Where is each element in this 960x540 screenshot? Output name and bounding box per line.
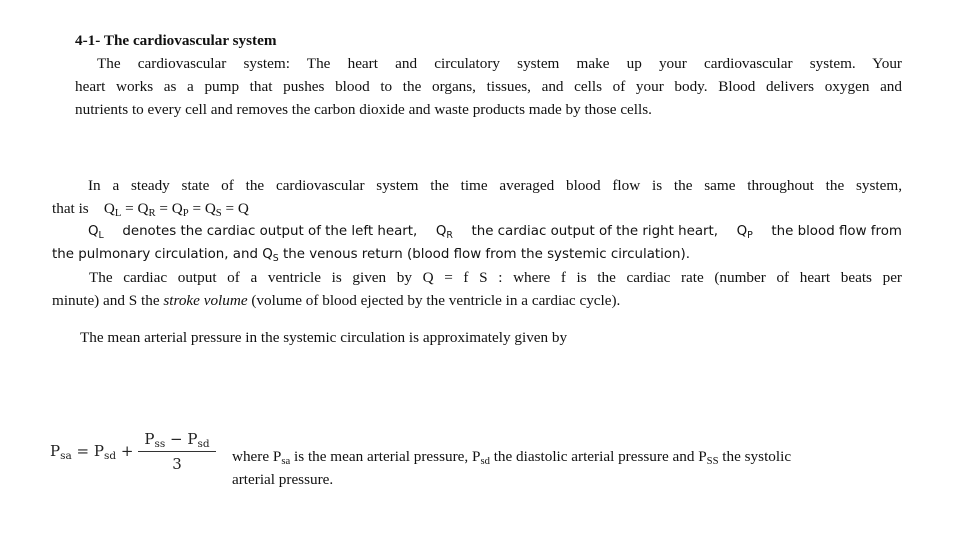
that-is-label: that is — [52, 200, 89, 217]
intro-line-1: The cardiovascular system: The heart and circulatory system make up your cardiovascular system. Your — [97, 55, 902, 72]
formula-fraction — [138, 428, 216, 475]
formula-lhs: $P_{sa} = P_{sd}$ + — [50, 442, 134, 462]
fraction-numerator: $P_{ss} - P_{sd}$ — [144, 430, 210, 450]
cardiac-output-line-1: The cardiac output of a ventricle is given by Q = f S : where f is the cardiac rate (number of heart beats per — [89, 269, 902, 286]
steady-state-line-2 — [52, 199, 249, 219]
cardiac-output-line-2: minute) and S the stroke volume (volume of blood ejected by the ventricle in a cardiac cycle). — [52, 292, 621, 309]
mean-pressure-intro: The mean arterial pressure in the systemic circulation is approximately given by — [80, 329, 568, 346]
fraction-bar — [138, 451, 216, 452]
section-title: 4-1- The cardiovascular system — [75, 32, 277, 49]
stroke-volume-term: stroke volume — [163, 292, 248, 309]
fraction-denominator: 3 — [172, 455, 182, 473]
intro-line-2: heart works as a pump that pushes blood to the organs, tissues, and cells of your body. Blood delivers oxygen and — [75, 78, 902, 95]
mean-arterial-pressure-formula — [50, 428, 220, 484]
definitions-line-1: $Q_L$ denotes the cardiac output of the left heart, $Q_R$ the cardiac output of the right heart, $Q_P$ the blood flow from — [88, 224, 902, 241]
steady-state-line-1: In a steady state of the cardiovascular system the time averaged blood flow is the same throughout the system, — [88, 177, 902, 194]
definitions-line-2: the pulmonary circulation, and $Q_S$ the venous return (blood flow from the systemic circulation). — [52, 247, 691, 264]
intro-line-3: nutrients to every cell and removes the carbon dioxide and waste products made by those cells. — [75, 101, 652, 118]
formula-explanation-line-1: where $P_{sa}$ is the mean arterial pressure, $P_{sd}$ the diastolic arterial pressure and $P_{SS}$ the systolic — [232, 448, 792, 467]
flow-equation: $Q_L = Q_R = Q_P = Q_S = Q$ — [103, 200, 249, 219]
formula-explanation-line-2: arterial pressure. — [232, 471, 334, 488]
